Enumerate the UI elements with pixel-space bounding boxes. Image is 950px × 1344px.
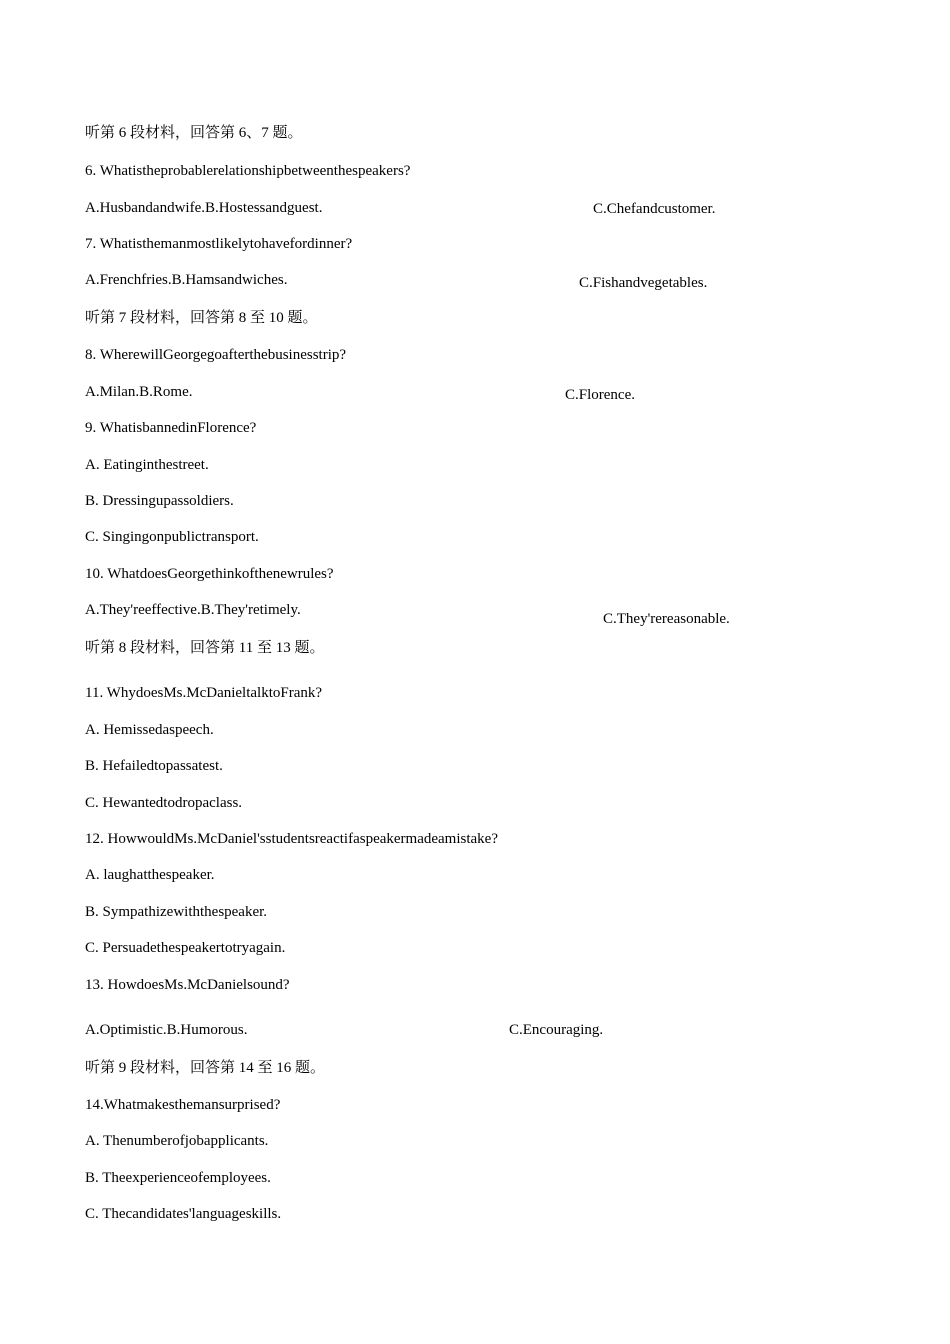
question-8-options-ab: A.Milan.B.Rome. [85, 384, 193, 400]
question-9-option-b: B. Dressingupassoldiers. [85, 493, 234, 509]
question-7-options-ab: A.Frenchfries.B.Hamsandwiches. [85, 272, 288, 288]
question-11-option-b: B. Hefailedtopassatest. [85, 758, 223, 774]
question-8-stem: 8. WherewillGeorgegoafterthebusinesstrip? [85, 347, 347, 363]
question-6-options-ab: A.Husbandandwife.B.Hostessandguest. [85, 200, 323, 216]
question-13-stem: 13. HowdoesMs.McDanielsound? [85, 977, 290, 993]
question-10-stem: 10. WhatdoesGeorgethinkofthenewrules? [85, 566, 334, 582]
question-8-option-c: C.Florence. [565, 387, 635, 403]
question-12-stem: 12. HowwouldMs.McDaniel'sstudentsreactifaspeakermadeamistake? [85, 831, 498, 847]
question-11-stem: 11. WhydoesMs.McDanieltalktoFrank? [85, 685, 323, 701]
question-7-stem: 7. Whatisthemanmostlikelytohavefordinner? [85, 236, 353, 252]
question-11-option-a: A. Hemissedaspeech. [85, 722, 214, 738]
question-14-stem: 14.Whatmakesthemansurprised? [85, 1097, 281, 1113]
question-9-option-a: A. Eatinginthestreet. [85, 457, 209, 473]
question-12-option-c: C. Persuadethespeakertotryagain. [85, 940, 286, 956]
section-8-heading: 听第 8 段材料，回答第 11 至 13 题。 [85, 640, 325, 656]
question-12-option-a: A. laughatthespeaker. [85, 867, 215, 883]
question-11-option-c: C. Hewantedtodropaclass. [85, 795, 243, 811]
section-7-heading: 听第 7 段材料，回答第 8 至 10 题。 [85, 310, 318, 326]
question-13-option-c: C.Encouraging. [509, 1022, 604, 1038]
question-9-stem: 9. WhatisbannedinFlorence? [85, 420, 257, 436]
question-12-option-b: B. Sympathizewiththespeaker. [85, 904, 268, 920]
question-6-stem: 6. Whatistheprobablerelationshipbetweenthespeakers? [85, 163, 411, 179]
question-6-option-c: C.Chefandcustomer. [593, 201, 716, 217]
section-6-heading: 听第 6 段材料，回答第 6、7 题。 [85, 125, 303, 141]
question-9-option-c: C. Singingonpublictransport. [85, 529, 259, 545]
question-14-option-b: B. Theexperienceofemployees. [85, 1170, 271, 1186]
question-10-option-c: C.They'rereasonable. [603, 611, 730, 627]
question-14-option-c: C. Thecandidates'languageskills. [85, 1206, 282, 1222]
question-13-options-ab: A.Optimistic.B.Humorous. [85, 1022, 248, 1038]
section-9-heading: 听第 9 段材料，回答第 14 至 16 题。 [85, 1060, 326, 1076]
question-7-option-c: C.Fishandvegetables. [579, 275, 708, 291]
question-10-options-ab: A.They'reeffective.B.They'retimely. [85, 602, 301, 618]
question-14-option-a: A. Thenumberofjobapplicants. [85, 1133, 269, 1149]
